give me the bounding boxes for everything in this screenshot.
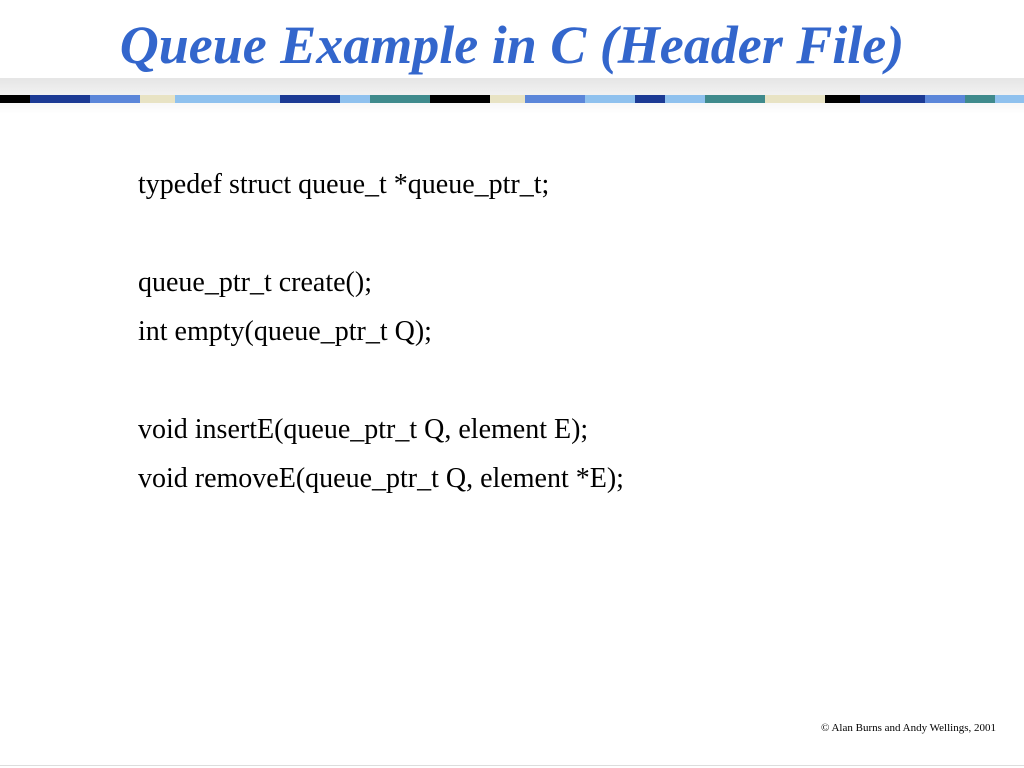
copyright-footer: © Alan Burns and Andy Wellings, 2001 [820, 722, 996, 734]
code-line: int empty(queue_ptr_t Q); [138, 316, 432, 347]
code-block [138, 160, 998, 503]
decorative-band-graphic [0, 95, 1024, 103]
code-line: void insertE(queue_ptr_t Q, element E); [138, 414, 589, 445]
code-line-blank [138, 209, 998, 258]
slide-title: Queue Example in C (Header File) [119, 15, 905, 75]
code-line: void removeE(queue_ptr_t Q, element *E); [138, 463, 624, 494]
code-line: typedef struct queue_t *queue_ptr_t; [138, 169, 550, 200]
bottom-divider [0, 765, 1024, 766]
decorative-band [0, 95, 1024, 103]
code-line-blank [138, 356, 998, 405]
code-line: queue_ptr_t create(); [138, 267, 372, 298]
